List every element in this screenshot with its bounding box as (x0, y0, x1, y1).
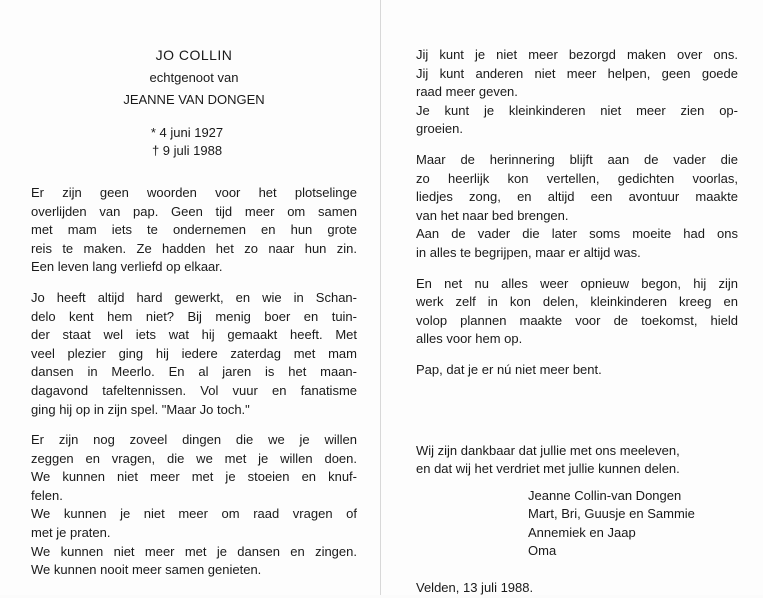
right-paragraph (416, 151, 738, 263)
right-page (416, 46, 738, 598)
text-line: ging hij op in zijn spel. "Maar Jo toch." (31, 401, 250, 417)
text-line: met mam iets te ondernemen en hun grote (31, 222, 357, 238)
signer-line: Oma (528, 543, 557, 559)
text-line: van het naar bed brengen. (416, 207, 569, 223)
left-page (31, 46, 357, 580)
text-line: volop plannen maakte voor de toekomst, hield (416, 312, 738, 328)
text-line: overlijden van pap. Geen tijd meer om samen (31, 203, 357, 219)
signer-line: Jeanne Collin-van Dongen (528, 487, 682, 503)
text-line: reis te maken. Ze hadden het zo naar hun zin. (31, 240, 357, 256)
text-line: Er zijn geen woorden voor het plotselinge (31, 184, 357, 200)
signer-line: Annemiek en Jaap (528, 524, 636, 540)
text-line: Jij kunt je niet meer bezorgd maken over ons. (416, 47, 738, 62)
text-line: liedjes zong, en altijd een avontuur maakte (416, 189, 738, 205)
text-line: We kunnen je niet meer om raad vragen of (31, 506, 357, 522)
thanks-line: en dat wij het verdriet met jullie kunnen delen. (416, 461, 680, 477)
signer-line: Mart, Bri, Guusje en Sammie (528, 506, 695, 522)
text-line: groeien. (416, 121, 463, 137)
text-line: We kunnen niet meer met je stoeien en knuf- (31, 469, 357, 485)
text-line: felen. (31, 487, 63, 503)
left-paragraph (31, 431, 357, 580)
text-line: zo heerlijk kon vertellen, gedichten voorlas, (416, 170, 738, 186)
text-line: met je praten. (31, 525, 111, 541)
death-date: † 9 juli 1988 (151, 143, 223, 159)
text-line: der staat wel iets wat hij gemaakt heeft. Met (31, 327, 357, 343)
deceased-name: JO COLLIN (155, 47, 233, 63)
signers (528, 487, 738, 561)
right-paragraph (416, 275, 738, 349)
text-line: delo kent hem niet? Bij menig boer en tuin- (31, 308, 357, 324)
text-line: Jo heeft altijd hard gewerkt, en wie in Schan- (31, 289, 357, 305)
text-line: Een leven lang verliefd op elkaar. (31, 259, 223, 275)
text-line: dansen in Meerlo. En al jaren is het maan- (31, 364, 357, 380)
text-line: veel plezier ging hij iedere zaterdag met mam (31, 345, 357, 361)
text-line: Maar de herinnering blijft aan de vader die (416, 151, 738, 167)
text-line: Er zijn nog zoveel dingen die we je willen (31, 432, 357, 448)
place-date: Velden, 13 juli 1988. (416, 580, 534, 596)
right-paragraph (416, 361, 738, 380)
header (31, 46, 357, 110)
dates (31, 124, 357, 161)
text-line: Jij kunt anderen niet meer helpen, geen goede (416, 65, 738, 81)
thanks-text (416, 442, 738, 479)
text-line: Aan de vader die later soms moeite had ons (416, 226, 738, 242)
text-line: En net nu alles weer opnieuw begon, hij zijn (416, 275, 738, 291)
text-line: in alles te begrijpen, maar er altijd was. (416, 244, 641, 260)
left-paragraph (31, 184, 357, 277)
text-line: dagavond tafeltennissen. Vol vuur en fanatisme (31, 382, 357, 398)
right-paragraph (416, 46, 738, 139)
thanks-line: Wij zijn dankbaar dat jullie met ons meeleven, (416, 442, 680, 458)
text-line: We kunnen nooit meer samen genieten. (31, 562, 262, 578)
text-line: Pap, dat je er nú niet meer bent. (416, 361, 602, 377)
relation-text: echtgenoot van (149, 69, 239, 85)
left-text (31, 184, 357, 580)
text-line: raad meer geven. (416, 84, 518, 100)
text-line: Je kunt je kleinkinderen niet meer zien op- (416, 102, 738, 118)
text-line: werk zelf in kon delen, kleinkinderen kreeg en (416, 294, 738, 310)
spouse-name: JEANNE VAN DONGEN (123, 92, 265, 108)
text-line: alles voor hem op. (416, 331, 523, 347)
text-line: We kunnen niet meer met je dansen en zingen. (31, 543, 357, 559)
left-paragraph (31, 289, 357, 419)
card-fold (380, 0, 381, 595)
text-line: zeggen en vragen, die we met je willen doen. (31, 450, 357, 466)
birth-date: * 4 juni 1927 (150, 124, 224, 140)
right-text (416, 46, 738, 380)
